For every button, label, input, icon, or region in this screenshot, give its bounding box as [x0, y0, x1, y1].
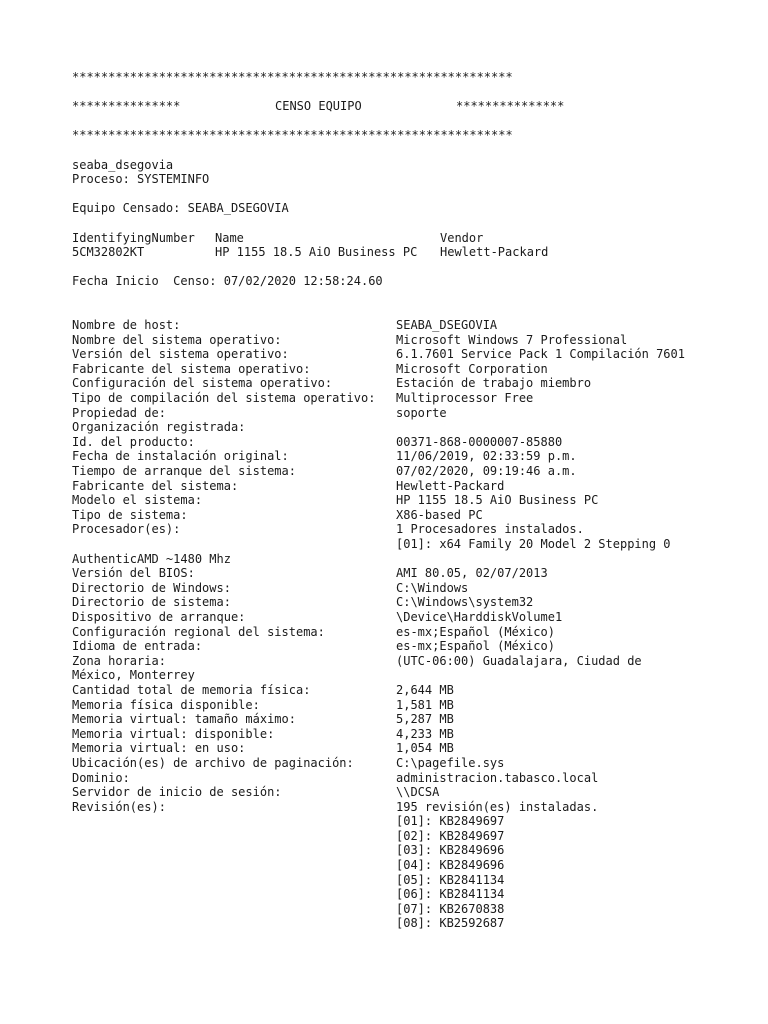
ident-table-header — [72, 231, 752, 246]
page-title: CENSO EQUIPO — [275, 99, 362, 114]
ident-cell-number: 5CM32802KT — [72, 245, 145, 260]
systeminfo-key: Tiempo de arranque del sistema: — [72, 464, 296, 479]
systeminfo-row — [72, 464, 752, 479]
systeminfo-row — [72, 318, 752, 333]
systeminfo-key: Memoria virtual: en uso: — [72, 741, 246, 756]
systeminfo-key: Revisión(es): — [72, 799, 166, 814]
systeminfo-key: Versión del BIOS: — [72, 566, 195, 581]
ident-col-name: Name — [215, 230, 244, 245]
systeminfo-row — [72, 902, 752, 917]
systeminfo-row — [72, 814, 752, 829]
systeminfo-value: 195 revisión(es) instaladas. — [396, 799, 599, 814]
title-left-stars: *************** — [72, 99, 181, 114]
systeminfo-value: 11/06/2019, 02:33:59 p.m. — [396, 449, 577, 464]
systeminfo-list — [72, 318, 752, 931]
systeminfo-value: (UTC-06:00) Guadalajara, Ciudad de — [396, 653, 642, 668]
fecha-inicio-censo: Fecha Inicio Censo: 07/02/2020 12:58:24.60 — [72, 274, 383, 289]
systeminfo-row — [72, 756, 752, 771]
systeminfo-value: 1 Procesadores instalados. — [396, 522, 584, 537]
systeminfo-key: Cantidad total de memoria física: — [72, 682, 311, 697]
systeminfo-row — [72, 479, 752, 494]
systeminfo-row — [72, 668, 752, 683]
systeminfo-key: México, Monterrey — [72, 668, 195, 683]
systeminfo-value: \\DCSA — [396, 785, 440, 800]
systeminfo-key: Configuración del sistema operativo: — [72, 376, 333, 391]
systeminfo-key: Fabricante del sistema operativo: — [72, 361, 311, 376]
systeminfo-row — [72, 610, 752, 625]
title-right-stars: *************** — [456, 99, 565, 114]
systeminfo-key: Memoria virtual: disponible: — [72, 726, 275, 741]
systeminfo-value: 1,054 MB — [396, 741, 454, 756]
systeminfo-row — [72, 333, 752, 348]
systeminfo-key: Modelo el sistema: — [72, 493, 203, 508]
ident-cell-vendor: Hewlett-Packard — [440, 245, 549, 260]
user-name: seaba_dsegovia — [72, 157, 174, 172]
stars-divider-top: ************************************************************* — [72, 70, 513, 84]
systeminfo-key: Tipo de sistema: — [72, 507, 188, 522]
systeminfo-key: Ubicación(es) de archivo de paginación: — [72, 755, 354, 770]
systeminfo-row — [72, 435, 752, 450]
systeminfo-value: Multiprocessor Free — [396, 391, 534, 406]
systeminfo-key: Directorio de sistema: — [72, 595, 231, 610]
process-line: Proceso: SYSTEMINFO — [72, 172, 210, 187]
systeminfo-value: 00371-868-0000007-85880 — [396, 434, 563, 449]
systeminfo-value: 1,581 MB — [396, 697, 454, 712]
systeminfo-value: Microsoft Windows 7 Professional — [396, 332, 628, 347]
systeminfo-key: Fabricante del sistema: — [72, 478, 239, 493]
systeminfo-value: 5,287 MB — [396, 712, 454, 727]
ident-table-row — [72, 245, 752, 260]
systeminfo-value: C:\Windows — [396, 580, 469, 595]
ident-cell-name: HP 1155 18.5 AiO Business PC — [215, 245, 418, 260]
systeminfo-key: Tipo de compilación del sistema operativo: — [72, 391, 376, 406]
systeminfo-value: [01]: x64 Family 20 Model 2 Stepping 0 — [396, 537, 671, 551]
systeminfo-key: Organización registrada: — [72, 420, 246, 435]
systeminfo-row — [72, 391, 752, 406]
systeminfo-row — [72, 712, 752, 727]
systeminfo-key: Propiedad de: — [72, 405, 166, 420]
systeminfo-row — [72, 581, 752, 596]
systeminfo-row — [72, 362, 752, 377]
systeminfo-row — [72, 771, 752, 786]
systeminfo-row — [72, 449, 752, 464]
systeminfo-key: Configuración regional del sistema: — [72, 624, 325, 639]
systeminfo-row — [72, 858, 752, 873]
systeminfo-key: Dispositivo de arranque: — [72, 609, 246, 624]
systeminfo-row — [72, 785, 752, 800]
systeminfo-value: C:\pagefile.sys — [396, 755, 505, 770]
systeminfo-key: Procesador(es): — [72, 522, 181, 537]
systeminfo-value: [01]: KB2849697 — [396, 814, 505, 829]
systeminfo-value: [06]: KB2841134 — [396, 887, 505, 902]
systeminfo-key: Servidor de inicio de sesión: — [72, 785, 282, 800]
systeminfo-key: Dominio: — [72, 770, 130, 785]
systeminfo-key: Memoria virtual: tamaño máximo: — [72, 712, 296, 727]
systeminfo-key: Idioma de entrada: — [72, 639, 203, 654]
systeminfo-row — [72, 683, 752, 698]
systeminfo-row — [72, 406, 752, 421]
systeminfo-value: 2,644 MB — [396, 682, 454, 697]
systeminfo-row — [72, 887, 752, 902]
systeminfo-value: Estación de trabajo miembro — [396, 376, 592, 391]
systeminfo-row — [72, 537, 752, 552]
ident-col-vendor: Vendor — [440, 230, 484, 245]
systeminfo-row — [72, 552, 752, 567]
systeminfo-key: Nombre de host: — [72, 318, 181, 333]
systeminfo-key: Zona horaria: — [72, 653, 166, 668]
ident-col-number: IdentifyingNumber — [72, 230, 195, 245]
systeminfo-value: soporte — [396, 405, 447, 420]
systeminfo-value: 07/02/2020, 09:19:46 a.m. — [396, 464, 577, 479]
systeminfo-key: Memoria física disponible: — [72, 697, 260, 712]
systeminfo-value: [08]: KB2592687 — [396, 916, 505, 931]
systeminfo-row — [72, 873, 752, 888]
systeminfo-value: 6.1.7601 Service Pack 1 Compilación 7601 — [396, 347, 685, 362]
equipo-censado: Equipo Censado: SEABA_DSEGOVIA — [72, 201, 289, 216]
systeminfo-value: 4,233 MB — [396, 726, 454, 741]
systeminfo-value: [07]: KB2670838 — [396, 901, 505, 916]
systeminfo-row — [72, 800, 752, 815]
title-line — [72, 99, 752, 114]
systeminfo-value: HP 1155 18.5 AiO Business PC — [396, 493, 599, 508]
systeminfo-row — [72, 829, 752, 844]
systeminfo-key: AuthenticAMD ~1480 Mhz — [72, 551, 231, 566]
systeminfo-key: Id. del producto: — [72, 434, 195, 449]
systeminfo-row — [72, 727, 752, 742]
systeminfo-row — [72, 916, 752, 931]
systeminfo-value: es-mx;Español (México) — [396, 624, 555, 639]
systeminfo-row — [72, 347, 752, 362]
systeminfo-key: Fecha de instalación original: — [72, 449, 289, 464]
systeminfo-row — [72, 595, 752, 610]
systeminfo-row — [72, 522, 752, 537]
systeminfo-value: C:\Windows\system32 — [396, 595, 534, 610]
systeminfo-value: [03]: KB2849696 — [396, 843, 505, 858]
systeminfo-value: SEABA_DSEGOVIA — [396, 318, 498, 333]
systeminfo-value: [04]: KB2849696 — [396, 858, 505, 873]
systeminfo-value: AMI 80.05, 02/07/2013 — [396, 566, 548, 581]
systeminfo-row — [72, 376, 752, 391]
systeminfo-value: [05]: KB2841134 — [396, 872, 505, 887]
systeminfo-row — [72, 566, 752, 581]
systeminfo-value: \Device\HarddiskVolume1 — [396, 609, 563, 624]
systeminfo-value: Hewlett-Packard — [396, 478, 505, 493]
systeminfo-value: Microsoft Corporation — [396, 361, 548, 376]
systeminfo-key: Nombre del sistema operativo: — [72, 332, 282, 347]
systeminfo-row — [72, 508, 752, 523]
document-page — [72, 70, 752, 931]
systeminfo-row — [72, 625, 752, 640]
systeminfo-row — [72, 639, 752, 654]
systeminfo-key: Directorio de Windows: — [72, 580, 231, 595]
systeminfo-row — [72, 493, 752, 508]
systeminfo-value: [02]: KB2849697 — [396, 828, 505, 843]
systeminfo-key: Versión del sistema operativo: — [72, 347, 289, 362]
systeminfo-row — [72, 420, 752, 435]
stars-divider-bottom: ************************************************************* — [72, 128, 513, 143]
systeminfo-row — [72, 698, 752, 713]
systeminfo-value: X86-based PC — [396, 507, 483, 522]
systeminfo-value: administracion.tabasco.local — [396, 770, 599, 785]
systeminfo-value: es-mx;Español (México) — [396, 639, 555, 654]
systeminfo-row — [72, 843, 752, 858]
systeminfo-row — [72, 741, 752, 756]
systeminfo-row — [72, 654, 752, 669]
